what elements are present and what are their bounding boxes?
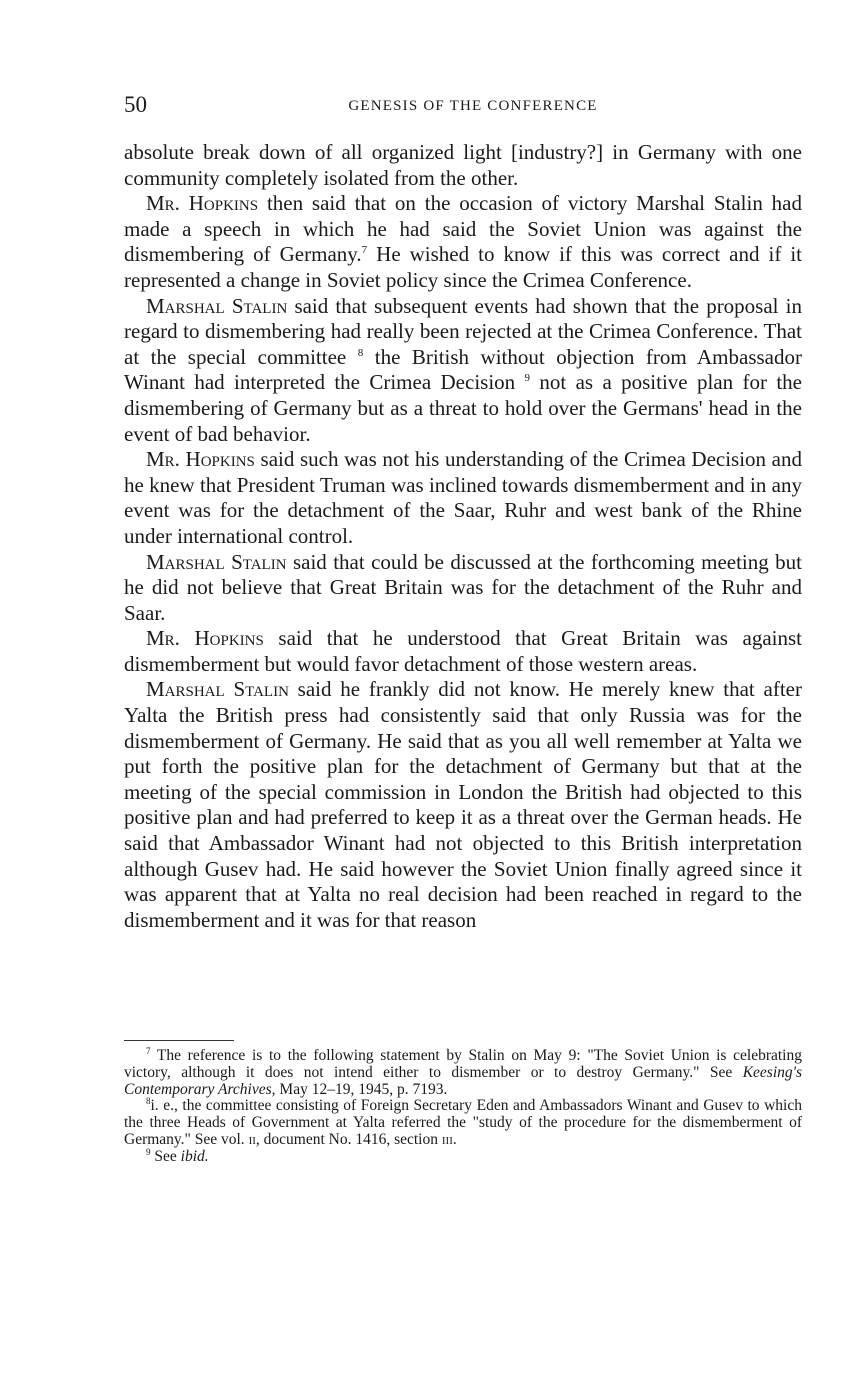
speaker-name: Marshal Stalin [146,293,288,318]
footnote-ref: 7 [361,244,368,257]
source-title: Keesing's Contemporary Archives, [124,1063,802,1098]
paragraph-continuation: absolute break down of all organized light [industry?] in Germany with one community completely isolated from the other. [124,140,802,190]
page-number: 50 [124,92,147,117]
paragraph-stalin-3: Marshal Stalin said he frankly did not know. He merely knew that after Yalta the British press had consistently said that only Russia was for the dismemberment of Germany. He said that as you all well remember at Yalta we put forth the positive plan for the detachment of Germany but that at the meeting of the special commission in London the British had objected to this positive plan and had preferred to keep it as a threat over the German heads. He said that Ambassador Winant had not objected to this British interpretation although Gusev had. He said however the Soviet Union finally agreed since it was apparent that at Yalta no real decision had been reached in regard to the dismemberment and it was for that reason [124,677,802,932]
footnote-ref: 8 [357,346,364,359]
footnote-7: $^7$ The reference is to the following statement by Stalin on May 9: "The Soviet Union is celebrating victory, although it does not intend either to dismember or to destroy Germany." See Keesing's Contemporary Archives, May 12–19, 1945, p. 7193. [124,1045,802,1098]
footnote-9: $^9$ See ibid. [146,1146,209,1165]
page-header [124,92,802,124]
footnote-ref: 9 [524,372,531,385]
footnote-mark: 7 [146,1045,151,1056]
speaker-name: Mr. Hopkins [146,626,264,651]
footnotes [124,1045,802,1166]
footnote-mark: 8 [146,1096,151,1107]
paragraph-hopkins-2: Mr. Hopkins said such was not his understanding of the Crimea Decision and he knew that President Truman was inclined towards dismemberment and in any event was for the detachment of the Saar, Ruhr and west bank of the Rhine under international control. [124,447,802,548]
ibid-reference: ibid. [180,1147,209,1165]
speaker-name: Marshal Stalin [146,549,287,574]
speaker-name: Mr. Hopkins [146,191,259,216]
body-text [124,140,802,933]
footnote-mark: 9 [146,1146,151,1157]
speaker-name: Mr. Hopkins [146,447,255,472]
paragraph-stalin-1: Marshal Stalin said that subsequent events had shown that the proposal in regard to dismembering had really been rejected at the Crimea Conference. That at the special committee $^8$ the British without objection from Ambassador Winant had interpreted the Crimea Decision $^9$ not as a positive plan for the dismembering of Germany but as a threat to hold over the Germans' head in the event of bad behavior. [124,293,802,446]
paragraph-hopkins-1: Mr. Hopkins then said that on the occasion of victory Marshal Stalin had made a speech in which he had said the Soviet Union was against the dismembering of Germany.$^7$ He wished to know if this was correct and if it represented a change in Soviet policy since the Crimea Conference. [124,191,802,292]
footnote-8: $^8$i. e., the committee consisting of Foreign Secretary Eden and Ambassadors Winant and Gusev to which the three Heads of Government at Yalta referred the "study of the procedure for the dismemberment of Germany." See vol. ii, document No. 1416, section iii. [124,1096,802,1148]
paragraph-stalin-2: Marshal Stalin said that could be discussed at the forthcoming meeting but he did not believe that Great Britain was for the detachment of the Ruhr and Saar. [124,549,802,625]
speaker-name: Marshal Stalin [146,677,289,702]
footnote-divider [124,1040,234,1041]
running-title: GENESIS OF THE CONFERENCE [348,98,598,114]
paragraph-hopkins-3: Mr. Hopkins said that he understood that Great Britain was against dismemberment but would favor detachment of those western areas. [124,626,802,676]
